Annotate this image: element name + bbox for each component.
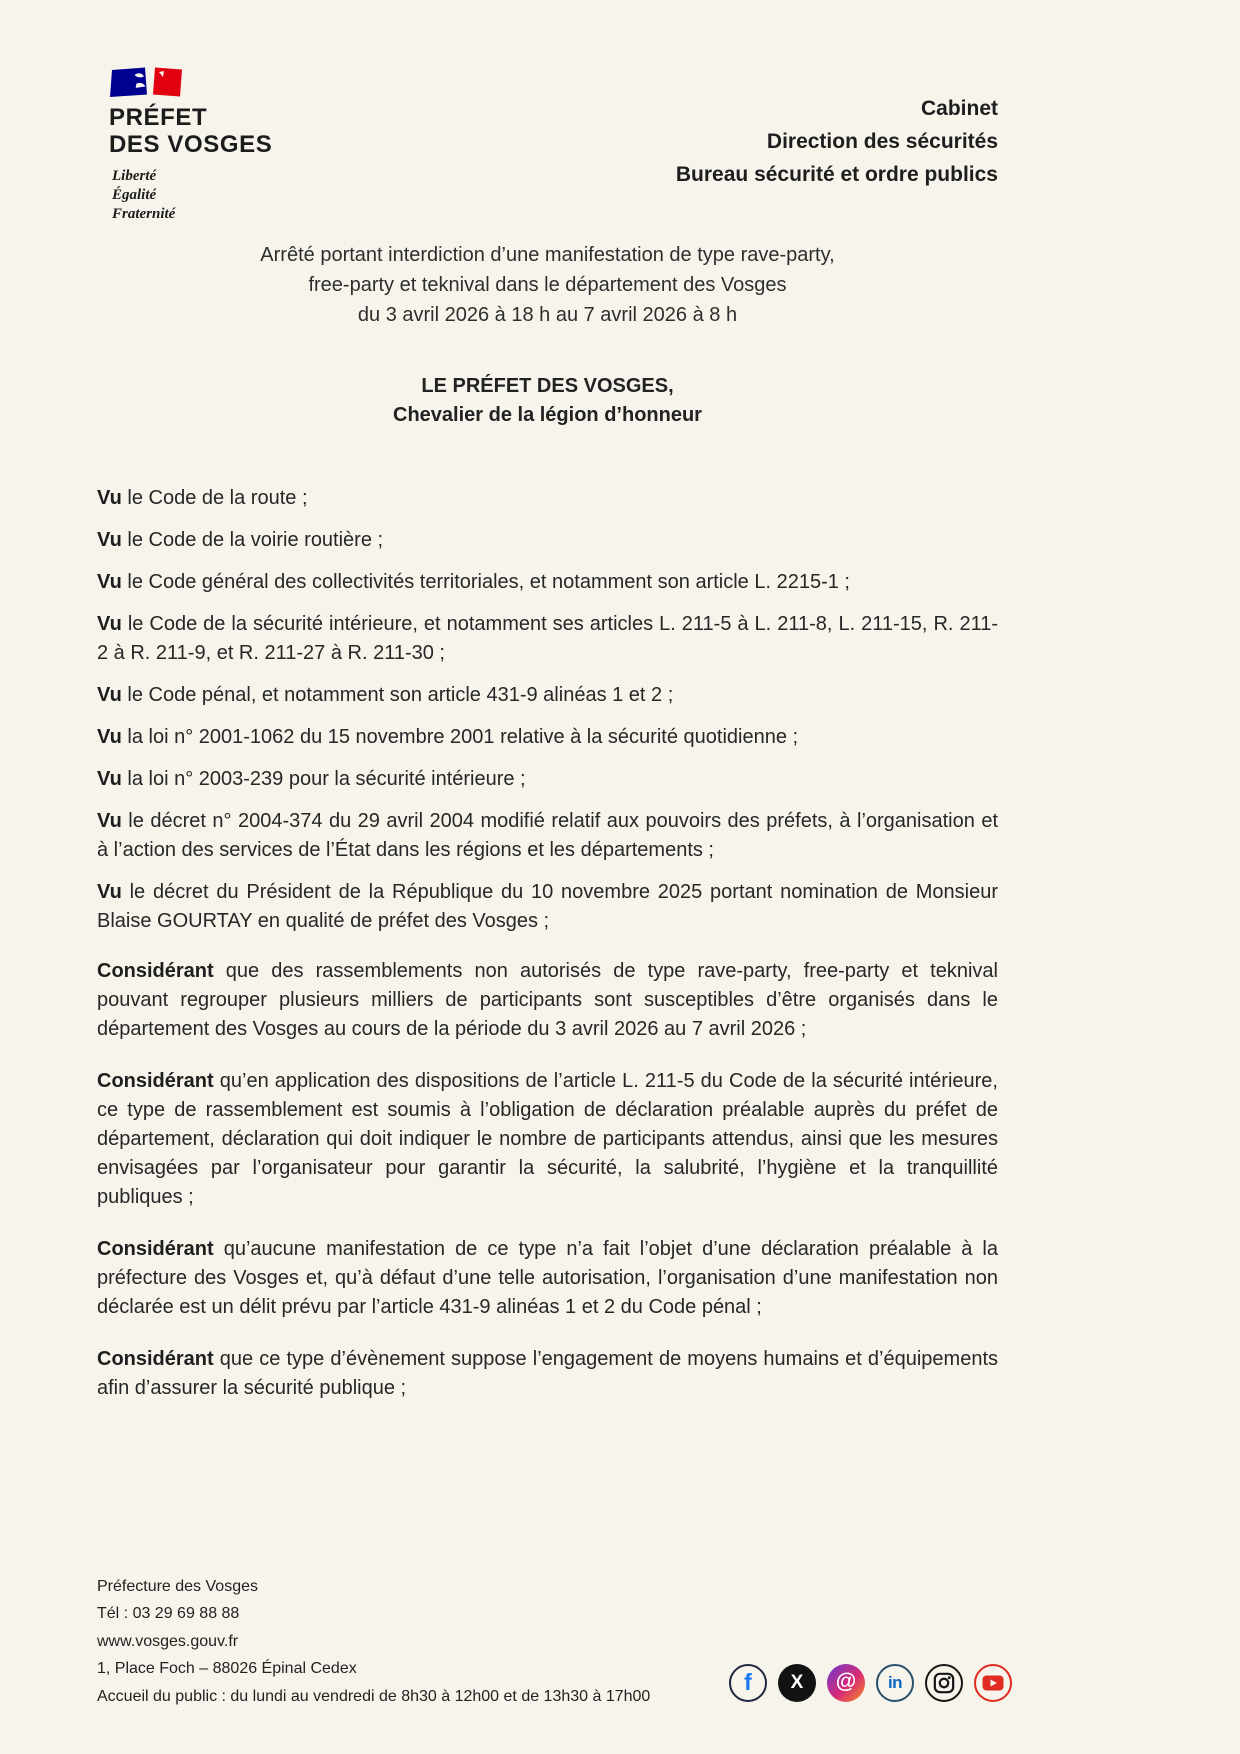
vu-paragraph: Vu le Code général des collectivités territoriales, et notamment son article L. 2215-1 ;: [97, 571, 850, 593]
considerant-paragraph: Considérant qu’aucune manifestation de ce type n’a fait l’objet d’une déclaration préalable à la préfecture des Vosges et, qu’à défaut d’une telle autorisation, l’organisation d’une manifestation non déclarée est un délit prévu par l’article 431-9 alinéas 1 et 2 du Code pénal ;: [97, 1238, 998, 1318]
footer-address: 1, Place Foch – 88026 Épinal Cedex: [97, 1660, 357, 1677]
instagram-icon: [925, 1664, 963, 1702]
letterhead: [97, 66, 998, 224]
threads-icon: @: [827, 1664, 865, 1702]
vu-paragraph: Vu la loi n° 2001-1062 du 15 novembre 2001 relative à la sécurité quotidienne ;: [97, 726, 799, 748]
decree-title-line2: free-party et teknival dans le département des Vosges: [308, 274, 787, 296]
facebook-icon: f: [729, 1664, 767, 1702]
footer-website: www.vosges.gouv.fr: [97, 1632, 239, 1650]
footer-hours: Accueil du public : du lundi au vendredi de 8h30 à 12h00 et de 13h30 à 17h00: [97, 1687, 651, 1705]
considerant-paragraph: Considérant qu’en application des dispositions de l’article L. 211-5 du Code de la sécurité intérieure, ce type de rassemblement est soumis à l’obligation de déclaration préalable auprès du préfet de département, déclaration qui doit indiquer le nombre de participants attendus, ainsi que les mesures envisagées par l’organisateur pour garantir la sécurité, la salubrité, l’hygiène et la tranquillité publiques ;: [97, 1070, 998, 1208]
youtube-icon: [974, 1664, 1012, 1702]
prefect-name-line2: DES VOSGES: [109, 131, 273, 158]
motto-egalite: Égalité: [112, 187, 157, 203]
footer-phone: Tél : 03 29 69 88 88: [97, 1605, 240, 1622]
salutation: [97, 372, 998, 430]
contact-block: [97, 1573, 650, 1711]
service-bureau: Bureau sécurité et ordre publics: [675, 163, 998, 186]
vu-paragraph: Vu le Code pénal, et notamment son article 431-9 alinéas 1 et 2 ;: [97, 684, 674, 706]
republic-motto: [112, 167, 272, 224]
decree-title: [97, 240, 998, 330]
prefect-name-line1: PRÉFET: [109, 104, 208, 131]
x-icon: X: [778, 1664, 816, 1702]
decree-title-line3: du 3 avril 2026 à 18 h au 7 avril 2026 à 8 h: [357, 304, 738, 326]
decree-title-line1: Arrêté portant interdiction d’une manifestation de type rave-party,: [260, 244, 835, 266]
motto-liberte: Liberté: [112, 168, 157, 184]
vu-paragraph: Vu le Code de la voirie routière ;: [97, 529, 384, 551]
french-flag-icon: [109, 66, 183, 98]
vu-paragraph: Vu le Code de la sécurité intérieure, et notamment ses articles L. 211-5 à L. 211-8, L. 211-15, R. 211-2 à R. 211-9, et R. 211-27 à R. 211-30 ;: [97, 613, 998, 664]
republic-logo: [109, 66, 272, 224]
social-icons-row: [729, 1664, 1012, 1702]
service-cabinet: Cabinet: [920, 97, 998, 120]
issuing-service-block: [676, 92, 998, 191]
considerant-paragraph: Considérant que des rassemblements non autorisés de type rave-party, free-party et teknival pouvant regrouper plusieurs milliers de participants sont susceptibles d’être organisés dans le département des Vosges au cours de la période du 3 avril 2026 au 7 avril 2026 ;: [97, 960, 998, 1040]
vu-paragraph: Vu le décret n° 2004-374 du 29 avril 2004 modifié relatif aux pouvoirs des préfets, à l’organisation et à l’action des services de l’État dans les régions et les départements ;: [97, 810, 998, 861]
service-direction: Direction des sécurités: [766, 130, 998, 153]
considerant-paragraph: Considérant que ce type d’évènement suppose l’engagement de moyens humains et d’équipements afin d’assurer la sécurité publique ;: [97, 1348, 998, 1399]
vu-paragraph: Vu le Code de la route ;: [97, 487, 308, 509]
linkedin-icon: in: [876, 1664, 914, 1702]
salutation-line2: Chevalier de la légion d’honneur: [393, 404, 702, 426]
motto-fraternite: Fraternité: [112, 206, 176, 222]
decree-body: [97, 484, 998, 1426]
footer-prefecture: Préfecture des Vosges: [97, 1577, 258, 1595]
vu-paragraph: Vu la loi n° 2003-239 pour la sécurité intérieure ;: [97, 768, 526, 790]
vu-paragraph: Vu le décret du Président de la République du 10 novembre 2025 portant nomination de Monsieur Blaise GOURTAY en qualité de préfet des Vosges ;: [97, 881, 998, 932]
footer: [97, 1573, 998, 1711]
salutation-line1: LE PRÉFET DES VOSGES,: [421, 375, 674, 397]
